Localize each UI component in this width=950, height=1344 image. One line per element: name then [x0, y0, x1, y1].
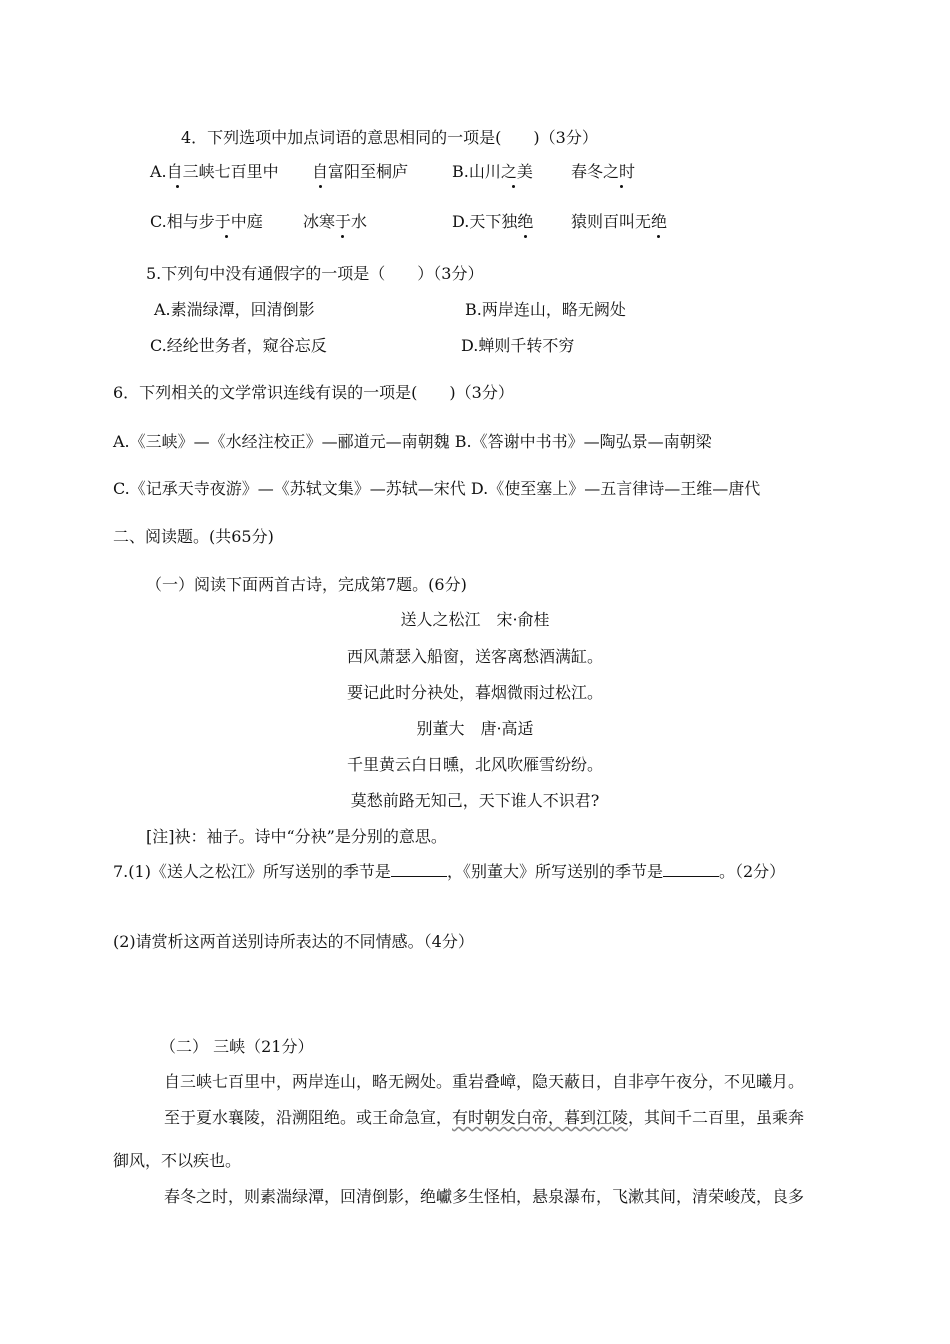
q6-stem: 6．下列相关的文学常识连线有误的一项是( )（3分） [113, 383, 514, 402]
emphasis-dot [657, 235, 660, 238]
q5-option-d: D.蝉则千转不穷 [461, 336, 575, 355]
poem1-title: 送人之松江 宋·俞桂 [400, 610, 550, 629]
emphasis-dot [512, 185, 515, 188]
passage-paragraph-2-continued: 御风，不以疾也。 [113, 1151, 242, 1170]
poem-note: [注]袂：袖子。诗中“分袂”是分别的意思。 [146, 827, 447, 846]
part1-heading: （一）阅读下面两首古诗，完成第7题。(6分) [146, 575, 467, 594]
emphasis-dot [341, 235, 344, 238]
q7-part1-text-a: 7.(1)《送人之松江》所写送别的季节是 [113, 862, 391, 881]
poem1-line2: 要记此时分袂处，暮烟微雨过松江。 [346, 683, 603, 702]
answer-blank-2[interactable] [663, 862, 719, 877]
q5-stem: 5.下列句中没有通假字的一项是（ ）（3分） [146, 264, 484, 283]
q4-option-c-2: 冰寒于水 [303, 212, 368, 231]
section-heading: 二、阅读题。(共65分) [113, 527, 274, 546]
q6-options-cd: C.《记承天寺夜游》—《苏轼文集》—苏轼—宋代 D.《使至塞上》—五言律诗—王维—唐代 [113, 479, 761, 498]
q5-option-b: B.两岸连山，略无阙处 [465, 300, 626, 319]
passage-paragraph-3: 春冬之时，则素湍绿潭，回清倒影，绝巘多生怪柏，悬泉瀑布，飞漱其间，清荣峻茂，良多 [164, 1187, 805, 1206]
passage-paragraph-2-start: 至于夏水襄陵，沿溯阻绝。或王命急宣， [164, 1108, 453, 1127]
q7-part1 [113, 862, 785, 882]
passage-paragraph-1: 自三峡七百里中，两岸连山，略无阙处。重岩叠嶂，隐天蔽日，自非亭午夜分，不见曦月。 [164, 1072, 805, 1091]
q7-part1-text-b: ，《别董大》所写送别的季节是 [446, 862, 663, 881]
q4-option-c-1: C.相与步于中庭 [150, 212, 263, 231]
poem2-title: 别董大 唐·高适 [416, 719, 534, 738]
q4-option-a-1: A.自三峡七百里中 [150, 162, 279, 181]
part2-heading: （二） 三峡（21分） [160, 1037, 314, 1056]
emphasis-dot [524, 235, 527, 238]
passage-paragraph-2-end: ，其间千二百里，虽乘奔 [628, 1108, 805, 1127]
q7-part1-text-c: 。（2分） [718, 862, 786, 881]
poem1-line1: 西风萧瑟入船窗，送客离愁酒满缸。 [346, 647, 603, 666]
wavy-underlined-sentence: 有时朝发白帝，暮到江陵 [452, 1108, 629, 1127]
emphasis-dot [620, 185, 623, 188]
q4-stem: 4．下列选项中加点词语的意思相同的一项是( )（3分） [181, 128, 598, 147]
poem2-line2: 莫愁前路无知己，天下谁人不识君? [350, 791, 600, 810]
q4-option-d-1: D.天下独绝 [452, 212, 534, 231]
q4-option-b-2: 春冬之时 [571, 162, 636, 181]
q4-option-a-2: 自富阳至桐庐 [312, 162, 409, 181]
q6-options-ab: A.《三峡》—《水经注校正》—郦道元—南朝魏 B.《答谢中书书》—陶弘景—南朝梁 [113, 432, 712, 451]
q7-part2: (2)请赏析这两首送别诗所表达的不同情感。（4分） [113, 932, 474, 951]
q5-option-c: C.经纶世务者，窥谷忘反 [150, 336, 327, 355]
passage-paragraph-2 [164, 1108, 804, 1128]
answer-blank-1[interactable] [391, 862, 447, 877]
poem2-line1: 千里黄云白日曛，北风吹雁雪纷纷。 [346, 755, 603, 774]
emphasis-dot [319, 185, 322, 188]
q5-option-a: A.素湍绿潭，回清倒影 [154, 300, 315, 319]
emphasis-dot [176, 185, 179, 188]
q4-option-b-1: B.山川之美 [452, 162, 533, 181]
emphasis-dot [225, 235, 228, 238]
q4-option-d-2: 猿则百叫无绝 [571, 212, 668, 231]
